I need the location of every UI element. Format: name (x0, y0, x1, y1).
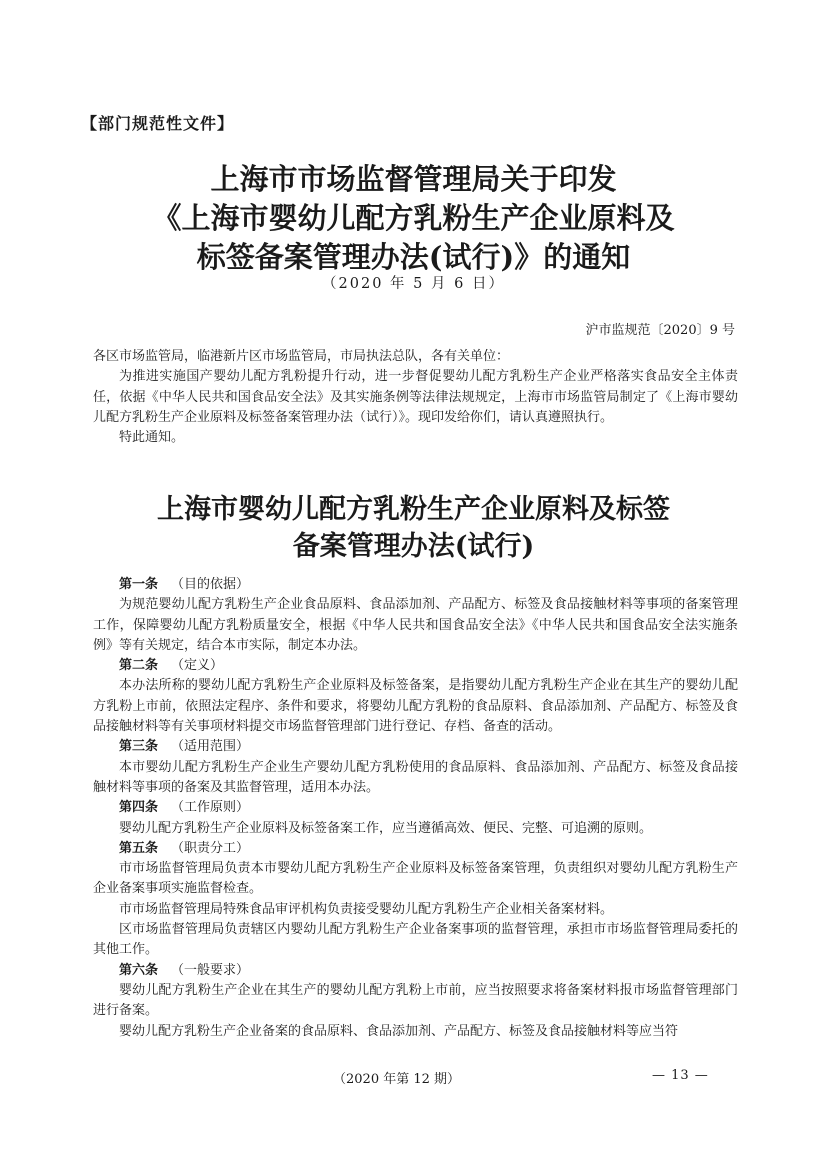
addressee: 各区市场监管局，临港新片区市场监管局，市局执法总队，各有关单位： (93, 349, 510, 364)
article-paragraph: 本市婴幼儿配方乳粉生产企业生产婴幼儿配方乳粉使用的食品原料、食品添加剂、产品配方、标签及食品接触材料等事项的备案及其监督管理，适用本办法。 (93, 759, 738, 795)
article-heading (93, 656, 738, 676)
document-number: 沪市监规范〔2020〕9 号 (585, 323, 735, 338)
article-number: 第四条 (119, 800, 159, 816)
regulation-title-line: 备案管理办法(试行) (292, 531, 535, 562)
article-number: 第二条 (119, 658, 159, 674)
notice-title (0, 160, 827, 277)
issue-date: （2020 年 5 月 6 日） (322, 276, 505, 292)
article-topic: （适用范围） (171, 739, 250, 755)
article-paragraph: 市市场监督管理局特殊食品审评机构负责接受婴幼儿配方乳粉生产企业相关备案材料。 (119, 901, 614, 917)
article-heading (93, 961, 738, 981)
regulation-title (0, 491, 827, 565)
article-heading (93, 798, 738, 818)
article-paragraph: 婴幼儿配方乳粉生产企业原料及标签备案工作，应当遵循高效、便民、完整、可追溯的原则。 (119, 820, 653, 836)
notice-title-line: 标签备案管理办法(试行)》的通知 (196, 240, 631, 274)
article-topic: （目的依据） (171, 577, 250, 592)
article-number: 第一条 (119, 577, 159, 592)
notice-closing: 特此通知。 (119, 430, 185, 446)
notice-paragraph: 为推进实施国产婴幼儿配方乳粉提升行动，进一步督促婴幼儿配方乳粉生产企业严格落实食品安全主体责任，依据《中华人民共和国食品安全法》及其实施条例等法律法规规定，上海市市场监管局制定了《上海市婴幼儿配方乳粉生产企业原料及标签备案管理办法（试行）》。现印发给你们，请认真遵照执行。 (93, 369, 738, 425)
article-paragraph: 婴幼儿配方乳粉生产企业备案的食品原料、食品添加剂、产品配方、标签及食品接触材料等应当符 (119, 1023, 679, 1039)
article-topic: （一般要求） (171, 962, 250, 978)
document-category: 【部门规范性文件】 (81, 114, 235, 133)
regulation-title-line: 上海市婴幼儿配方乳粉生产企业原料及标签 (157, 494, 670, 525)
article-number: 第五条 (119, 840, 159, 856)
article-heading (93, 737, 738, 757)
article-number: 第三条 (119, 739, 159, 755)
article-heading (93, 575, 738, 595)
article-number: 第六条 (119, 962, 159, 978)
article-heading (93, 839, 738, 859)
article-topic: （职责分工） (171, 840, 250, 856)
article-paragraph: 为规范婴幼儿配方乳粉生产企业食品原料、食品添加剂、产品配方、标签及食品接触材料等事项的备案管理工作，保障婴幼儿配方乳粉质量安全，根据《中华人民共和国食品安全法》《中华人民共和国食品安全法实施条例》等有关规定，结合本市实际，制定本办法。 (93, 597, 738, 653)
notice-title-line: 上海市市场监督管理局关于印发 (210, 162, 617, 196)
article-paragraph: 本办法所称的婴幼儿配方乳粉生产企业原料及标签备案，是指婴幼儿配方乳粉生产企业在其生产的婴幼儿配方乳粉上市前，依照法定程序、条件和要求，将婴幼儿配方乳粉的食品原料、食品添加剂、产品配方、标签及食品接触材料等有关事项材料提交市场监督管理部门进行登记、存档、备查的活动。 (93, 678, 738, 735)
article-paragraph: 区市场监督管理局负责辖区内婴幼儿配方乳粉生产企业备案事项的监督管理，承担市市场监督管理局委托的其他工作。 (93, 922, 738, 958)
article-topic: （工作原则） (171, 800, 250, 816)
article-paragraph: 市市场监督管理局负责本市婴幼儿配方乳粉生产企业原料及标签备案管理，负责组织对婴幼儿配方乳粉生产企业备案事项实施监督检查。 (93, 861, 738, 897)
footer-issue: （2020 年第 12 期） (333, 1072, 461, 1087)
regulation-articles (93, 575, 738, 1042)
notice-body (93, 347, 738, 448)
page-number: — 13 — (652, 1068, 709, 1083)
notice-title-line: 《上海市婴幼儿配方乳粉生产企业原料及 (152, 201, 675, 235)
article-paragraph: 婴幼儿配方乳粉生产企业在其生产的婴幼儿配方乳粉上市前，应当按照要求将备案材料报市场监督管理部门进行备案。 (93, 982, 738, 1019)
article-topic: （定义） (171, 658, 224, 674)
